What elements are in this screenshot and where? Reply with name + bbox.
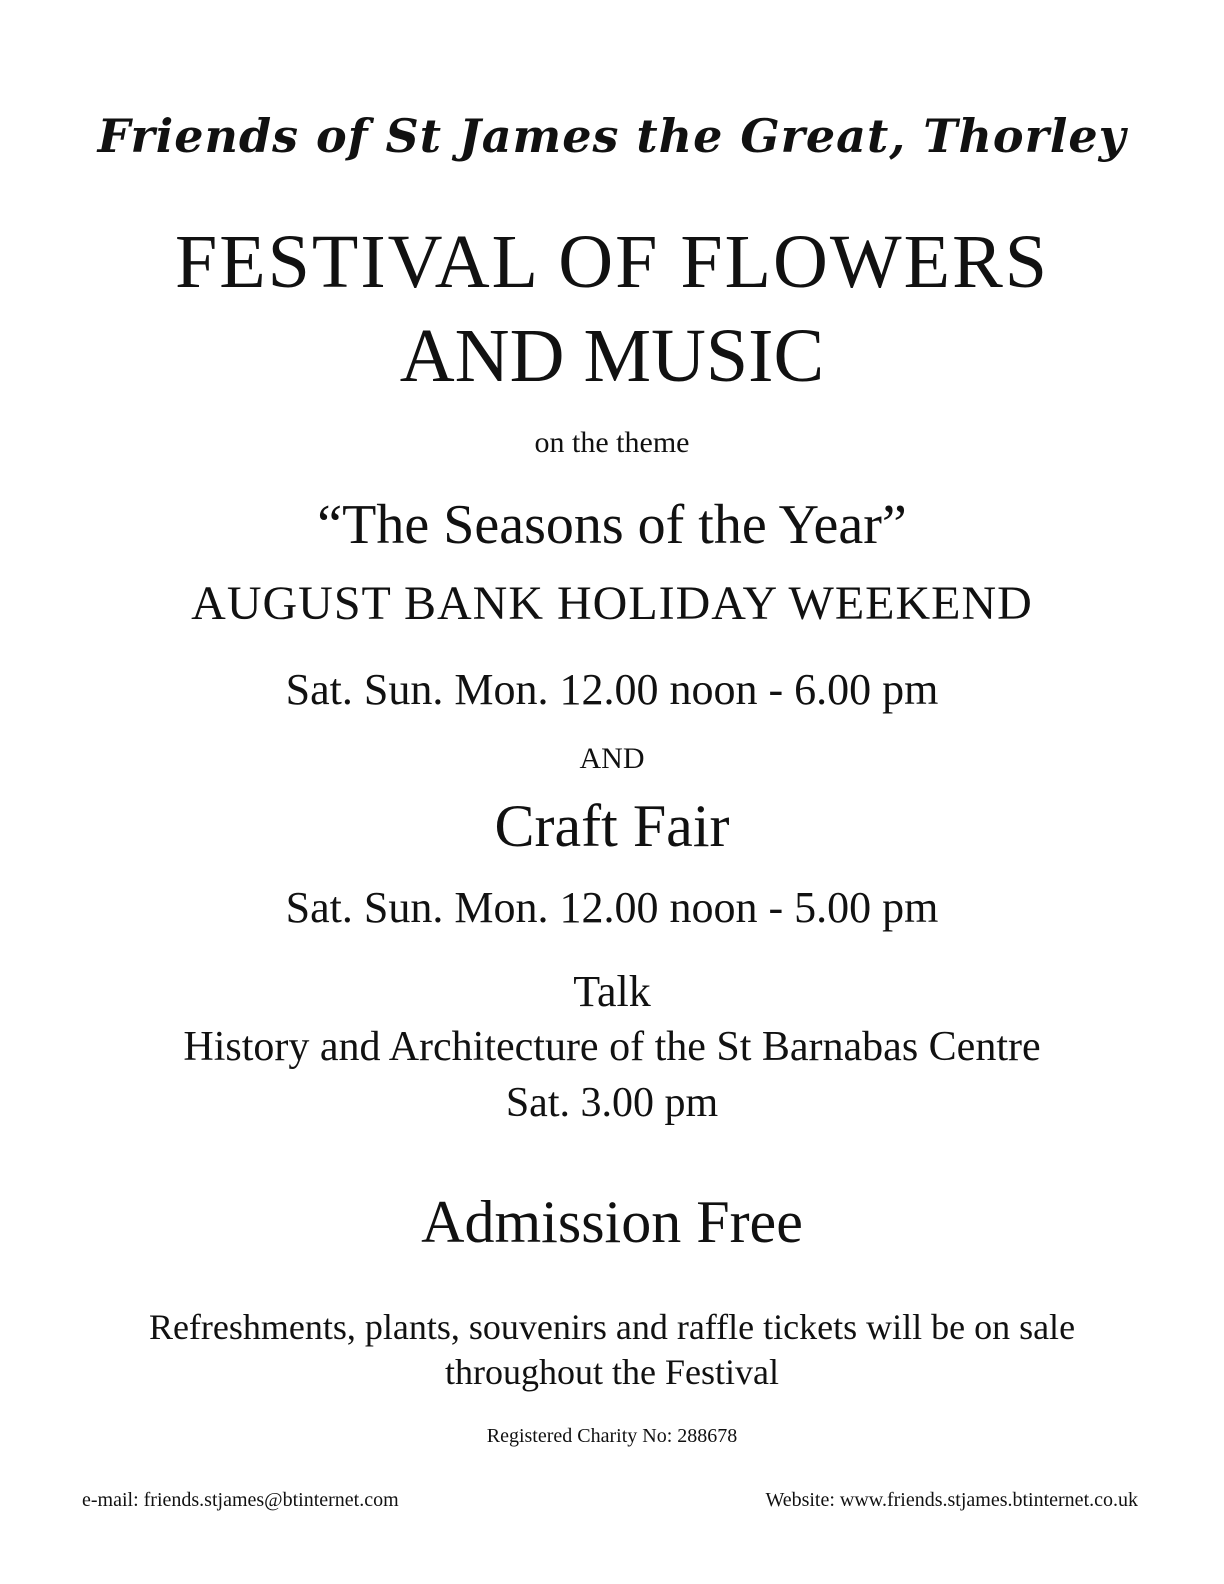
festival-times: Sat. Sun. Mon. 12.00 noon - 6.00 pm (285, 665, 939, 714)
organisation-heading: Friends of St James the Great, Thorley (97, 109, 1127, 163)
craft-fair-times: Sat. Sun. Mon. 12.00 noon - 5.00 pm (285, 883, 939, 932)
event-weekend: AUGUST BANK HOLIDAY WEEKEND (191, 577, 1033, 630)
charity-number: Registered Charity No: 288678 (486, 1425, 738, 1447)
theme-title: “The Seasons of the Year” (317, 494, 907, 556)
craft-fair-heading: Craft Fair (494, 793, 730, 859)
contact-email: e-mail: friends.stjames@btinternet.com (82, 1489, 399, 1511)
event-title-line-1: FESTIVAL OF FLOWERS (174, 220, 1050, 304)
talk-time: Sat. 3.00 pm (505, 1080, 719, 1126)
sale-note-line-2: throughout the Festival (445, 1352, 779, 1392)
contact-website: Website: www.friends.stjames.btinternet.co.uk (765, 1489, 1138, 1511)
theme-intro: on the theme (534, 426, 690, 459)
event-title-line-2: AND MUSIC (399, 314, 825, 398)
admission-note: Admission Free (421, 1189, 803, 1255)
sale-note-line-1: Refreshments, plants, souvenirs and raffle tickets will be on sale (148, 1307, 1076, 1347)
and-separator: AND (579, 742, 645, 775)
talk-heading: Talk (573, 967, 651, 1016)
talk-title: History and Architecture of the St Barnabas Centre (183, 1024, 1041, 1070)
